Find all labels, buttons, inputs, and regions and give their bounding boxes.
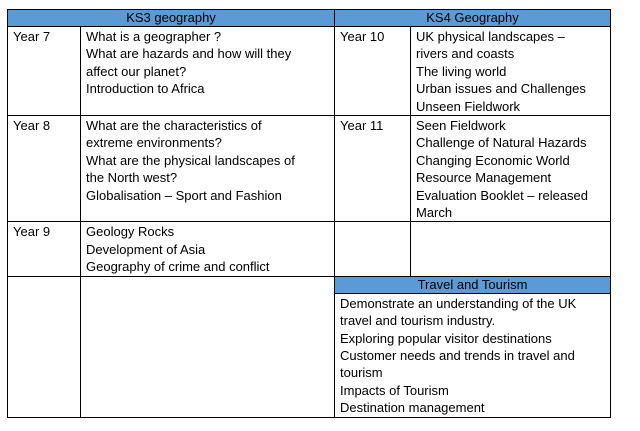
topic-line: UK physical landscapes – (416, 29, 565, 44)
ks4-year-11: Year 11 (335, 116, 411, 222)
topic-line: What are hazards and how will they (86, 46, 292, 62)
topic-line: Demonstrate an understanding of the UK (340, 295, 577, 311)
topic-line: Exploring popular visitor destinations (340, 330, 552, 346)
topic-line: Seen Fieldwork (416, 118, 506, 134)
topic-line: The living world (416, 63, 507, 79)
curriculum-table (7, 9, 611, 418)
empty-cell (411, 222, 611, 276)
ks3-year-8: Year 8 (8, 116, 81, 222)
topic-line: travel and tourism industry. (340, 313, 496, 329)
ks4-header: KS4 Geography (335, 10, 611, 27)
ks3-year-9-topics (81, 222, 335, 276)
empty-cell (8, 276, 81, 417)
topic-line: Evaluation Booklet – released (416, 187, 589, 203)
topic-line: Impacts of Tourism (340, 382, 449, 398)
topic-line: the North west? (86, 170, 178, 186)
ks4-year-10-topics (411, 27, 611, 116)
empty-cell (81, 276, 335, 417)
ks3-year-8-topics (81, 116, 335, 222)
ks3-year-9: Year 9 (8, 222, 81, 276)
ks4-year-10: Year 10 (335, 27, 411, 116)
topic-line: What is a geographer ? (86, 29, 222, 44)
empty-cell (335, 222, 411, 276)
topic-line: Customer needs and trends in travel and (340, 347, 575, 363)
ks3-header: KS3 geography (8, 10, 335, 27)
topic-line: Challenge of Natural Hazards (416, 135, 587, 151)
topic-line: affect our planet? (86, 63, 187, 79)
travel-tourism-topics (335, 293, 611, 417)
topic-line: Geography of crime and conflict (86, 259, 270, 275)
topic-line: tourism (340, 365, 383, 381)
topic-line: Urban issues and Challenges (416, 81, 586, 97)
topic-line: Changing Economic World (416, 152, 570, 168)
travel-tourism-header: Travel and Tourism (335, 276, 611, 293)
topic-line: Destination management (340, 400, 485, 416)
topic-line: Resource Management (416, 170, 552, 186)
ks3-year-7-topics (81, 27, 335, 116)
topic-line: What are the physical landscapes of (86, 152, 295, 168)
topic-line: Geology Rocks (86, 224, 175, 240)
topic-line: Globalisation – Sport and Fashion (86, 187, 282, 203)
topic-line: Introduction to Africa (86, 81, 205, 97)
ks3-year-7: Year 7 (8, 27, 81, 116)
topic-line: Unseen Fieldwork (416, 98, 521, 114)
topic-line: March (416, 205, 453, 221)
ks4-year-11-topics (411, 116, 611, 222)
topic-line: What are the characteristics of (86, 118, 262, 134)
topic-line: Development of Asia (86, 241, 206, 257)
topic-line: extreme environments? (86, 135, 222, 151)
topic-line: rivers and coasts (416, 46, 515, 62)
